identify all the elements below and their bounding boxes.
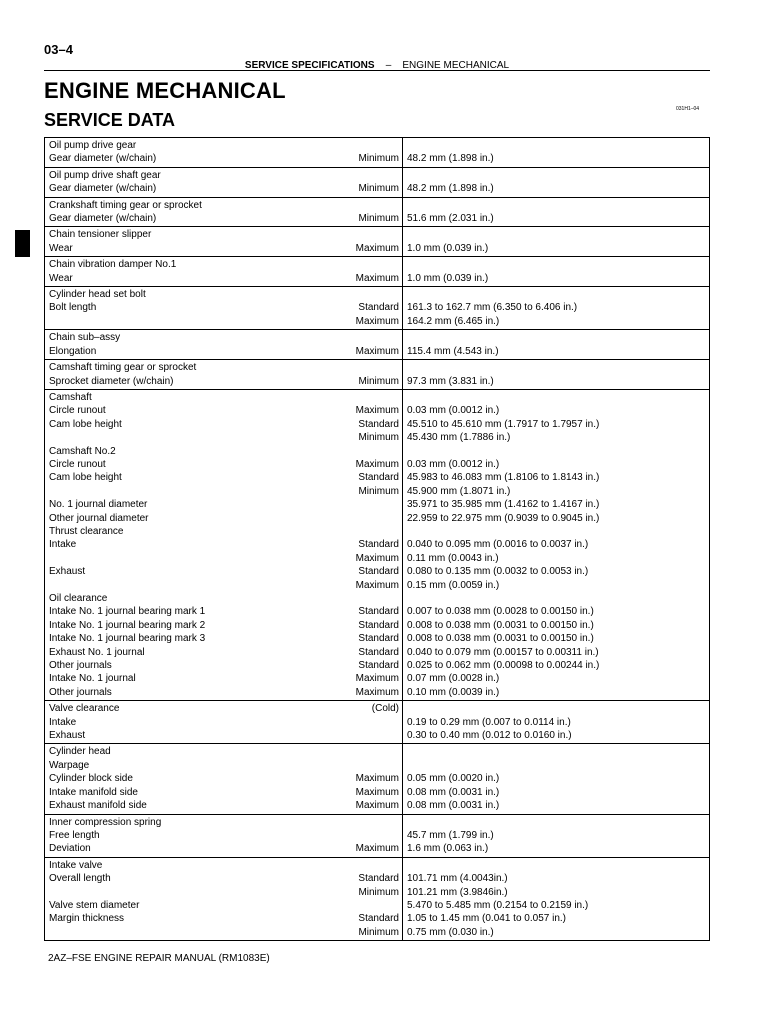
- spec-value: [407, 331, 706, 344]
- spec-condition: Minimum: [358, 375, 399, 387]
- spec-item-label: Cylinder head: [49, 746, 111, 758]
- spec-item-label: Cam lobe height: [49, 472, 122, 484]
- spec-value-cell: [403, 389, 710, 700]
- spec-item-label: Intake No. 1 journal bearing mark 3: [49, 633, 206, 645]
- spec-condition: Minimum: [358, 926, 399, 938]
- spec-condition: [358, 139, 399, 152]
- spec-value: 0.19 to 0.29 mm (0.007 to 0.0114 in.): [407, 716, 571, 728]
- spec-value-cell: [403, 701, 710, 744]
- spec-condition: Maximum: [355, 579, 399, 591]
- spec-item-cell: [45, 701, 403, 744]
- spec-condition: Maximum: [355, 686, 399, 698]
- spec-condition: [356, 228, 399, 241]
- spec-item-label: Gear diameter (w/chain): [49, 213, 157, 225]
- spec-row: [45, 287, 710, 330]
- spec-condition: Standard: [358, 646, 399, 658]
- spec-item-label: Circle runout: [49, 458, 106, 470]
- spec-value: 35.971 to 35.985 mm (1.4162 to 1.4167 in.): [407, 499, 600, 511]
- spec-condition: Standard: [358, 873, 399, 885]
- spec-value: 101.71 mm (4.0043in.): [407, 873, 508, 885]
- spec-value: [407, 745, 706, 758]
- spec-value: 1.05 to 1.45 mm (0.041 to 0.057 in.): [407, 913, 566, 925]
- spec-item-label: Overall length: [49, 873, 111, 885]
- spec-row: [45, 167, 710, 197]
- spec-item-label: Intake No. 1 journal: [49, 673, 136, 685]
- spec-row: [45, 227, 710, 257]
- spec-item-label: Chain sub–assy: [49, 332, 121, 344]
- header-rule: [44, 70, 710, 71]
- spec-value-cell: [403, 744, 710, 814]
- spec-condition: Maximum: [355, 773, 399, 785]
- spec-condition: Minimum: [358, 153, 399, 165]
- spec-value: 0.05 mm (0.0020 in.): [407, 773, 500, 785]
- spec-condition: Standard: [358, 539, 399, 551]
- spec-value: 0.008 to 0.038 mm (0.0031 to 0.00150 in.): [407, 619, 594, 631]
- spec-value: [407, 816, 706, 829]
- service-data-body: [45, 138, 710, 941]
- spec-item-label: Exhaust No. 1 journal: [49, 646, 145, 658]
- spec-item-cell: [45, 857, 403, 940]
- spec-row: [45, 389, 710, 700]
- spec-item-label: Chain vibration damper No.1: [49, 259, 177, 271]
- spec-value: 0.15 mm (0.0059 in.): [407, 579, 500, 591]
- spec-value: 1.0 mm (0.039 in.): [407, 272, 489, 284]
- spec-condition: [356, 445, 399, 458]
- spec-value-cell: [403, 330, 710, 360]
- spec-value: [407, 361, 706, 374]
- spec-item-label: Margin thickness: [49, 913, 125, 925]
- spec-value-cell: [403, 257, 710, 287]
- spec-condition: Standard: [358, 606, 399, 618]
- spec-item-label: [49, 315, 146, 328]
- spec-condition: [356, 759, 399, 772]
- spec-condition: Minimum: [358, 213, 399, 225]
- spec-condition: Standard: [358, 619, 399, 631]
- spec-value: 5.470 to 5.485 mm (0.2154 to 0.2159 in.): [407, 899, 589, 911]
- spec-condition: [356, 592, 399, 605]
- spec-condition: Minimum: [358, 485, 399, 497]
- spec-item-label: Free length: [49, 829, 100, 841]
- spec-condition: [358, 899, 399, 912]
- spec-item-label: Circle runout: [49, 405, 106, 417]
- spec-condition: Maximum: [355, 272, 399, 284]
- spec-value-cell: [403, 167, 710, 197]
- spec-condition: [356, 829, 399, 842]
- spec-condition: [356, 816, 399, 829]
- spec-value: [407, 228, 706, 241]
- spec-item-label: Gear diameter (w/chain): [49, 153, 157, 165]
- spec-item-label: Oil clearance: [49, 593, 108, 604]
- spec-condition: Standard: [358, 913, 399, 925]
- spec-condition: [356, 331, 399, 344]
- spec-value: 0.080 to 0.135 mm (0.0032 to 0.0053 in.): [407, 566, 589, 578]
- spec-item-label: [49, 552, 205, 565]
- spec-item-label: [49, 431, 205, 444]
- spec-condition: Maximum: [355, 458, 399, 470]
- spec-condition: (Cold): [371, 703, 399, 715]
- spec-value: [407, 169, 706, 182]
- spec-item-cell: [45, 744, 403, 814]
- spec-condition: [358, 199, 399, 212]
- spec-condition: Maximum: [355, 405, 399, 417]
- spec-item-cell: [45, 389, 403, 700]
- spec-value: 0.10 mm (0.0039 in.): [407, 686, 500, 698]
- spec-condition: [372, 716, 399, 729]
- spec-row: [45, 744, 710, 814]
- spec-item-label: Camshaft: [49, 391, 92, 403]
- spec-value: [407, 759, 706, 772]
- spec-item-cell: [45, 360, 403, 390]
- spec-value: [407, 288, 706, 301]
- spec-value: [407, 391, 706, 404]
- spec-item-label: Other journals: [49, 686, 112, 698]
- spec-item-cell: [45, 138, 403, 168]
- spec-value: 45.7 mm (1.799 in.): [407, 829, 494, 841]
- spec-value: 115.4 mm (4.543 in.): [407, 345, 499, 357]
- spec-row: [45, 197, 710, 227]
- spec-item-label: Sprocket diameter (w/chain): [49, 375, 174, 387]
- spec-value-cell: [403, 138, 710, 168]
- spec-value-cell: [403, 857, 710, 940]
- spec-item-label: Cylinder head set bolt: [49, 289, 146, 301]
- spec-row: [45, 138, 710, 168]
- header-chapter: ENGINE MECHANICAL: [402, 60, 510, 71]
- spec-value: 0.03 mm (0.0012 in.): [407, 458, 500, 470]
- spec-item-label: Crankshaft timing gear or sprocket: [49, 199, 202, 211]
- service-data-table: [44, 137, 710, 941]
- spec-condition: [356, 258, 399, 271]
- spec-condition: Minimum: [358, 432, 399, 444]
- spec-value: [407, 859, 706, 872]
- spec-condition: Standard: [358, 472, 399, 484]
- spec-item-cell: [45, 227, 403, 257]
- spec-item-label: Deviation: [49, 843, 91, 855]
- spec-item-label: Wear: [49, 272, 73, 284]
- spec-item-label: [49, 886, 139, 899]
- spec-value: 0.040 to 0.095 mm (0.0016 to 0.0037 in.): [407, 539, 589, 551]
- spec-item-label: Warpage: [49, 759, 90, 771]
- spec-row: [45, 360, 710, 390]
- spec-item-label: [49, 926, 139, 939]
- spec-value: 0.30 to 0.40 mm (0.012 to 0.0160 in.): [407, 730, 572, 742]
- spec-value: 0.040 to 0.079 mm (0.00157 to 0.00311 in.): [407, 646, 599, 658]
- spec-item-label: [49, 485, 205, 498]
- spec-row: [45, 257, 710, 287]
- document-code: 031H1–04: [676, 106, 700, 112]
- spec-condition: Standard: [358, 660, 399, 672]
- spec-value: 22.959 to 22.975 mm (0.9039 to 0.9045 in.): [407, 512, 600, 524]
- spec-condition: Maximum: [355, 786, 399, 798]
- spec-condition: Standard: [358, 566, 399, 578]
- spec-value: 1.0 mm (0.039 in.): [407, 242, 489, 254]
- spec-item-cell: [45, 257, 403, 287]
- spec-value: 0.08 mm (0.0031 in.): [407, 786, 500, 798]
- spec-condition: Standard: [358, 302, 399, 314]
- section-subtitle: SERVICE DATA: [44, 110, 176, 130]
- spec-item-label: Valve stem diameter: [49, 899, 140, 911]
- spec-row: [45, 330, 710, 360]
- spec-value: [407, 258, 706, 271]
- spec-value: 45.983 to 46.083 mm (1.8106 to 1.8143 in.): [407, 472, 600, 484]
- spec-value: 45.430 mm (1.7886 in.): [407, 432, 511, 444]
- spec-condition: Standard: [358, 633, 399, 645]
- spec-item-label: Inner compression spring: [49, 816, 162, 828]
- spec-item-label: Camshaft No.2: [49, 445, 116, 457]
- spec-value: [407, 139, 706, 152]
- spec-condition: Minimum: [358, 886, 399, 898]
- spec-value: 51.6 mm (2.031 in.): [407, 213, 494, 225]
- spec-item-label: Elongation: [49, 345, 97, 357]
- spec-condition: Maximum: [355, 315, 399, 327]
- spec-value: 97.3 mm (3.831 in.): [407, 375, 494, 387]
- header-section: SERVICE SPECIFICATIONS: [244, 60, 375, 71]
- spec-value: 0.007 to 0.038 mm (0.0028 to 0.00150 in.): [407, 606, 594, 618]
- spec-value: 0.03 mm (0.0012 in.): [407, 405, 500, 417]
- spec-item-label: Exhaust manifold side: [49, 800, 147, 812]
- spec-condition: [356, 288, 399, 301]
- spec-item-label: Cam lobe height: [49, 418, 122, 430]
- spec-value: [407, 445, 706, 458]
- spec-value-cell: [403, 360, 710, 390]
- spec-condition: Maximum: [355, 552, 399, 564]
- spec-value: 48.2 mm (1.898 in.): [407, 153, 494, 165]
- spec-value: [407, 592, 706, 605]
- spec-item-label: Thrust clearance: [49, 525, 124, 537]
- spec-value-cell: [403, 197, 710, 227]
- spec-value: 0.11 mm (0.0043 in.): [407, 552, 499, 564]
- spec-item-label: Exhaust: [49, 566, 86, 578]
- spec-value: 48.2 mm (1.898 in.): [407, 183, 494, 195]
- spec-value-cell: [403, 814, 710, 857]
- spec-value: 161.3 to 162.7 mm (6.350 to 6.406 in.): [407, 302, 578, 314]
- spec-item-label: Intake: [49, 716, 77, 728]
- spec-value: 0.07 mm (0.0028 in.): [407, 673, 500, 685]
- spec-item-label: Intake valve: [49, 859, 103, 871]
- spec-condition: Maximum: [355, 673, 399, 685]
- spec-value: 0.025 to 0.062 mm (0.00098 to 0.00244 in.): [407, 660, 600, 672]
- spec-value: 1.6 mm (0.063 in.): [407, 843, 489, 855]
- spec-item-label: Intake No. 1 journal bearing mark 1: [49, 606, 206, 618]
- spec-item-label: No. 1 journal diameter: [49, 499, 148, 511]
- spec-condition: Maximum: [355, 345, 399, 357]
- spec-item-label: Other journals: [49, 660, 112, 672]
- spec-value: 45.510 to 45.610 mm (1.7917 to 1.7957 in.): [407, 418, 600, 430]
- spec-value: 164.2 mm (6.465 in.): [407, 315, 500, 327]
- spec-value-cell: [403, 287, 710, 330]
- spec-item-cell: [45, 287, 403, 330]
- spec-condition: [356, 525, 399, 538]
- spec-item-label: Valve clearance: [49, 703, 120, 715]
- spec-condition: [356, 498, 399, 511]
- spec-value: [407, 525, 706, 538]
- spec-item-label: Intake No. 1 journal bearing mark 2: [49, 619, 206, 631]
- spec-item-cell: [45, 197, 403, 227]
- spec-value-cell: [403, 227, 710, 257]
- spec-item-label: Camshaft timing gear or sprocket: [49, 362, 197, 374]
- spec-condition: Maximum: [355, 843, 399, 855]
- spec-condition: [356, 745, 399, 758]
- spec-value: 0.75 mm (0.030 in.): [407, 926, 494, 938]
- spec-item-cell: [45, 167, 403, 197]
- spec-item-label: Chain tensioner slipper: [49, 229, 152, 241]
- spec-item-label: Other journal diameter: [49, 512, 149, 524]
- spec-item-cell: [45, 330, 403, 360]
- spec-condition: Maximum: [355, 800, 399, 812]
- spec-item-label: Oil pump drive gear: [49, 140, 137, 151]
- spec-condition: [358, 361, 399, 374]
- spec-condition: [356, 391, 399, 404]
- spec-condition: [358, 859, 399, 872]
- spec-condition: [356, 512, 399, 525]
- header-separator: –: [385, 60, 392, 71]
- spec-row: [45, 857, 710, 940]
- spec-value: [407, 702, 706, 715]
- spec-item-label: Oil pump drive shaft gear: [49, 169, 161, 181]
- spec-item-label: Wear: [49, 242, 73, 254]
- page-footer: 2AZ–FSE ENGINE REPAIR MANUAL (RM1083E): [48, 953, 270, 964]
- spec-value: [407, 199, 706, 212]
- spec-value: 45.900 mm (1.8071 in.): [407, 485, 511, 497]
- spec-item-label: Cylinder block side: [49, 773, 133, 785]
- spec-item-cell: [45, 814, 403, 857]
- spec-condition: Standard: [358, 418, 399, 430]
- spec-condition: [372, 729, 399, 742]
- spec-item-label: [49, 579, 205, 592]
- page-title: ENGINE MECHANICAL: [44, 78, 286, 103]
- section-tab-marker: [15, 230, 30, 257]
- spec-condition: Maximum: [355, 242, 399, 254]
- spec-value: 0.008 to 0.038 mm (0.0031 to 0.00150 in.): [407, 633, 594, 645]
- spec-row: [45, 814, 710, 857]
- spec-item-label: Intake: [49, 539, 77, 551]
- spec-condition: [358, 169, 399, 182]
- spec-row: [45, 701, 710, 744]
- page-number: 03–4: [44, 42, 73, 57]
- spec-condition: Minimum: [358, 183, 399, 195]
- spec-value: 101.21 mm (3.9846in.): [407, 886, 508, 898]
- spec-item-label: Bolt length: [49, 302, 97, 314]
- spec-item-label: Exhaust: [49, 730, 86, 742]
- spec-value: 0.08 mm (0.0031 in.): [407, 800, 500, 812]
- spec-item-label: Intake manifold side: [49, 786, 138, 798]
- spec-item-label: Gear diameter (w/chain): [49, 183, 157, 195]
